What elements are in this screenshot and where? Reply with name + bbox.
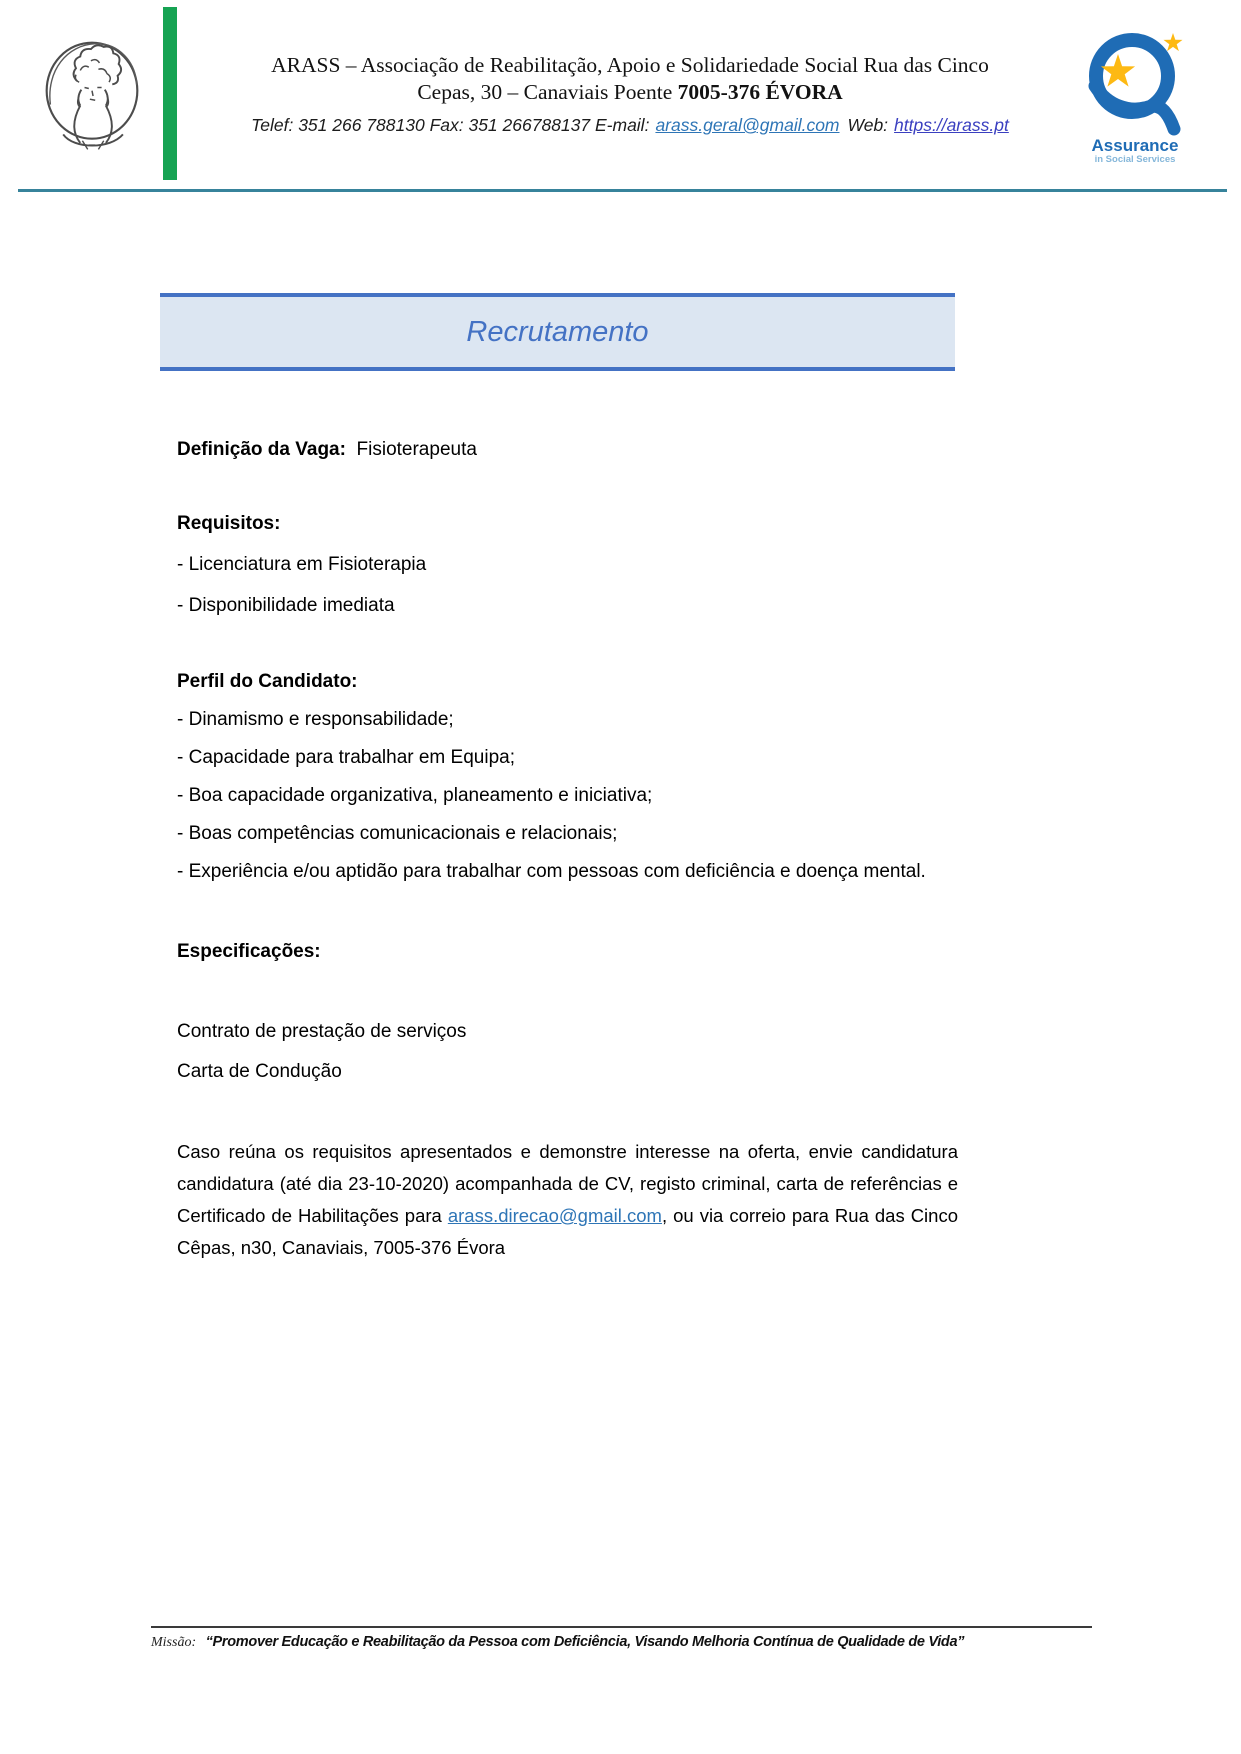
vacancy-label: Definição da Vaga: [177,439,346,460]
org-name-line2: Cepas, 30 – Canaviais Poente [417,80,678,104]
perfil-heading: Perfil do Candidato: [177,671,358,692]
application-text-before: Caso reúna os requisitos apresentados e demonstre interesse na oferta, envie candidatura candidatura (até dia 23-10-2020) acompanhada de CV, registo criminal, carta de referências e Certificado de Habilitações para [177,1141,958,1226]
mission-label: Missão: [151,1635,197,1650]
page-header [0,0,1241,191]
website-link[interactable]: https://arass.pt [894,115,1009,135]
list-item: Carta de Condução [177,1061,342,1082]
equass-assurance-badge [1079,28,1191,165]
page-title: Recrutamento [466,315,649,348]
list-item: - Dinamismo e responsabilidade; [177,709,454,730]
mission-quote: “Promover Educação e Reabilitação da Pessoa com Deficiência, Visando Melhoria Contínua de Qualidade de Vida” [205,1634,965,1650]
contact-line [235,115,1025,136]
application-paragraph [177,1136,958,1264]
list-item: - Licenciatura em Fisioterapia [177,554,427,575]
title-band [160,293,955,371]
green-accent-bar [163,7,177,180]
arass-logo [44,32,140,160]
list-item: - Boas competências comunicacionais e relacionais; [177,823,618,844]
email-link[interactable]: arass.geral@gmail.com [655,115,840,135]
org-name [235,52,1025,106]
list-item: - Capacidade para trabalhar em Equipa; [177,747,515,768]
vacancy-value: Fisioterapeuta [356,439,477,460]
page-footer [151,1626,1092,1651]
document-body [177,438,958,1264]
application-text-after: , ou via correio para Rua das Cinco Cêpas, n30, Canaviais, 7005-376 Évora [177,1205,958,1258]
quality-q-icon [1079,28,1191,136]
header-divider [18,189,1227,192]
application-email-link[interactable]: arass.direcao@gmail.com [447,1205,662,1226]
phone-fax-email-label: Telef: 351 266 788130 Fax: 351 266788137 E-mail: [251,115,650,135]
org-name-line1: ARASS – Associação de Reabilitação, Apoio e Solidariedade Social Rua das Cinco [271,53,989,77]
badge-subtitle: in Social Services [1094,154,1176,165]
header-org-block [235,52,1025,136]
list-item: Contrato de prestação de serviços [177,1021,467,1042]
web-label: Web: [847,115,889,135]
org-postal-code: 7005-376 ÉVORA [677,80,843,104]
list-item: - Experiência e/ou aptidão para trabalhar com pessoas com deficiência e doença mental. [177,861,926,882]
person-sketch-icon [44,32,140,160]
requisitos-heading: Requisitos: [177,513,281,534]
especificacoes-heading: Especificações: [177,941,321,962]
list-item: - Boa capacidade organizativa, planeamento e iniciativa; [177,785,653,806]
vacancy-line [177,438,958,462]
list-item: - Disponibilidade imediata [177,595,395,616]
small-star-icon [1164,33,1183,51]
badge-title: Assurance [1091,136,1179,155]
